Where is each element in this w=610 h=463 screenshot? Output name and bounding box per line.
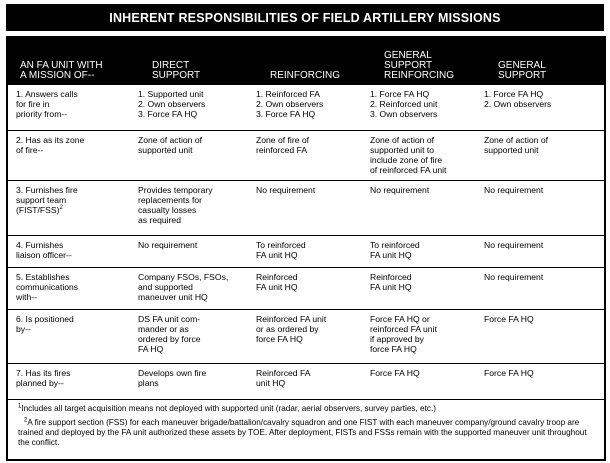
row-2-reinforcing: Zone of fire of reinforced FA (248, 130, 362, 180)
row-3-direct-support: Provides temporary replacements for casualty losses as required (130, 180, 248, 235)
row-3-question (8, 180, 130, 235)
row-2-direct-support: Zone of action of supported unit (130, 130, 248, 180)
table-row (8, 267, 604, 309)
row-1-direct-support (130, 85, 248, 130)
footnote-1-text: Includes all target acquisition means not deployed with supported unit (radar, aerial observers, survey parties, etc.) (21, 404, 436, 413)
row-1-reinforcing-text: 1. Reinforced FA 2. Own observers 3. Force FA HQ (256, 89, 324, 120)
row-5-direct-support: Company FSOs, FSOs, and supported maneuver unit HQ (130, 267, 248, 309)
row-4-general-support: No requirement (476, 235, 604, 267)
row-6-question: 6. Is positioned by-- (8, 309, 130, 363)
row-5-question: 5. Establishes communications with-- (8, 267, 130, 309)
row-5-reinforcing: Reinforced FA unit HQ (248, 267, 362, 309)
row-6-gsr: Force FA HQ or reinforced FA unit if approved by force FA HQ (362, 309, 476, 363)
row-5-general-support: No requirement (476, 267, 604, 309)
footnote-2 (18, 418, 596, 448)
row-7-general-support: Force FA HQ (476, 363, 604, 399)
table-row (8, 85, 604, 130)
row-1-reinforcing (248, 85, 362, 130)
row-1-gsr (362, 85, 476, 130)
row-3-question-text: 3. Furnishes fire support team (FIST/FSS) (16, 184, 78, 215)
footnote-2-mark: 2 (24, 417, 28, 424)
row-3-reinforcing: No requirement (248, 180, 362, 235)
header-mission: AN FA UNIT WITH A MISSION OF-- (20, 60, 103, 81)
row-7-reinforcing: Reinforced FA unit HQ (248, 363, 362, 399)
row-2-gsr: Zone of action of supported unit to include zone of fire of reinforced FA unit (362, 130, 476, 180)
row-1-general-support-text: 1. Force FA HQ 2. Own observers (484, 89, 552, 110)
row-2-general-support: Zone of action of supported unit (476, 130, 604, 180)
row-4-direct-support: No requirement (130, 235, 248, 267)
row-7-question: 7. Has its fires planned by-- (8, 363, 130, 399)
table-row (8, 309, 604, 363)
header-general-support: GENERAL SUPPORT (498, 60, 547, 81)
table-title-text: INHERENT RESPONSIBILITIES OF FIELD ARTILLERY MISSIONS (109, 10, 501, 25)
responsibilities-table (6, 36, 606, 461)
row-4-gsr: To reinforced FA unit HQ (362, 235, 476, 267)
header-general-support-reinforcing: GENERAL SUPPORT REINFORCING (384, 50, 454, 81)
row-4-reinforcing: To reinforced FA unit HQ (248, 235, 362, 267)
table-row (8, 363, 604, 399)
row-6-direct-support: DS FA unit com- mander or as ordered by force FA HQ (130, 309, 248, 363)
footnotes (8, 400, 604, 448)
table-row (8, 235, 604, 267)
footnote-2-text: A fire support section (FSS) for each maneuver brigade/battalion/cavalry squadron and one FIST with each maneuver company/ground cavalry troop are trained and deployed by the FA unit authorized these assets by TOE. After deployment, FISTs and FSSs remain with the supported maneuver unit throughout the conflict. (18, 418, 587, 447)
row-7-gsr: Force FA HQ (362, 363, 476, 399)
header-row (8, 38, 604, 85)
footnote-2-marker: 2 (59, 205, 63, 212)
row-6-reinforcing: Reinforced FA unit or as ordered by force FA HQ (248, 309, 362, 363)
row-1-general-support (476, 85, 604, 130)
row-2-question: 2. Has as its zone of fire-- (8, 130, 130, 180)
responsibilities-grid (8, 85, 604, 400)
row-6-general-support: Force FA HQ (476, 309, 604, 363)
header-reinforcing: REINFORCING (270, 70, 340, 81)
row-5-gsr: Reinforced FA unit HQ (362, 267, 476, 309)
row-1-gsr-text: 1. Force FA HQ 2. Reinforced unit 3. Own observers (370, 89, 438, 120)
footnote-1-mark: 1 (18, 403, 22, 410)
row-1-direct-support-text: 1. Supported unit 2. Own observers 3. Force FA HQ (138, 89, 206, 120)
row-3-gsr: No requirement (362, 180, 476, 235)
row-3-general-support: No requirement (476, 180, 604, 235)
row-4-question: 4. Furnishes liaison officer-- (8, 235, 130, 267)
table-row (8, 130, 604, 180)
row-7-direct-support: Develops own fire plans (130, 363, 248, 399)
header-direct-support: DIRECT SUPPORT (152, 60, 201, 81)
table-title (6, 4, 604, 31)
table-row (8, 180, 604, 235)
footnote-1 (18, 404, 596, 414)
row-1-question: 1. Answers calls for fire in priority from-- (8, 85, 130, 130)
